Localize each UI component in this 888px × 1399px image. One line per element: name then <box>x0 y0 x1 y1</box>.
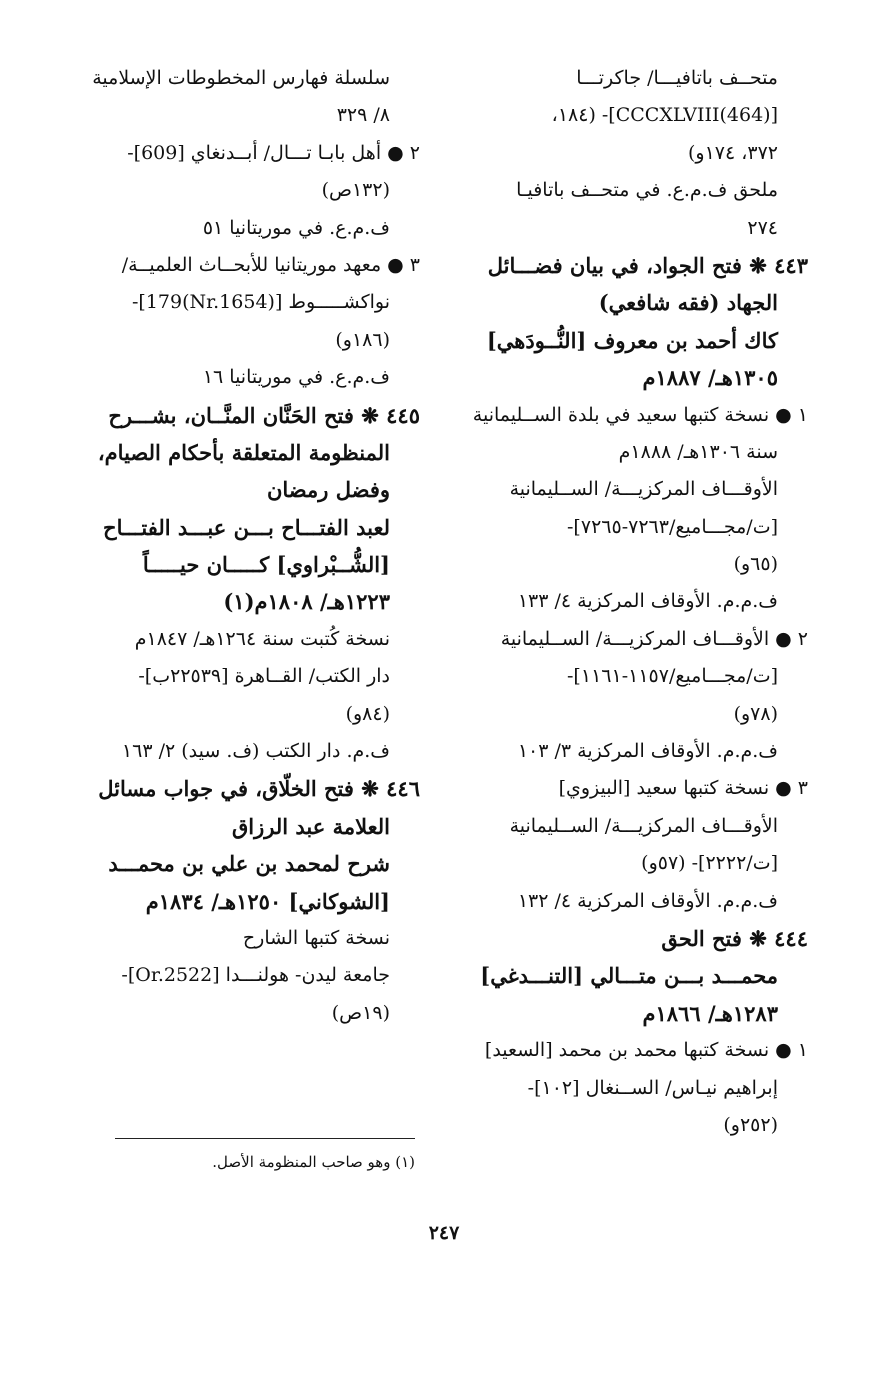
catalog-line: ٣ ● نسخة كتبها سعيد [البيزوي] <box>558 777 808 800</box>
catalog-line: ١٣٠٥هـ/ ١٨٨٧م <box>642 365 778 391</box>
catalog-line: (٧٨و) <box>733 702 778 725</box>
catalog-line: ف.م.م. الأوقاف المركزية ٤/ ١٣٣ <box>517 590 778 613</box>
catalog-line: ف.م.م. الأوقاف المركزية ٤/ ١٣٢ <box>517 889 778 912</box>
catalog-line: ١٢٢٣هـ/ ١٨٠٨م(١) <box>223 589 390 615</box>
catalog-line: لعبد الفتـــاح بـــن عبـــد الفتـــاح <box>103 514 390 540</box>
catalog-line: العلامة عبد الرزاق <box>231 813 390 839</box>
catalog-line: (١٩ص) <box>331 1001 390 1024</box>
catalog-line: [ت/مجـــاميع/١١٥٧-١١٦١]- <box>567 665 778 688</box>
catalog-line: (٨٤و) <box>345 702 390 725</box>
catalog-line: نواكشـــــوط [(Nr.1654)179]- <box>131 291 390 314</box>
catalog-line: (١٨٦و) <box>335 328 390 351</box>
catalog-line: (٦٥و) <box>733 553 778 576</box>
catalog-line: ٢٧٤ <box>747 216 778 239</box>
entry-heading: ٤٤٣ ❋ فتح الجواد، في بيان فضـــائل <box>487 252 808 278</box>
right-column <box>468 60 808 1144</box>
catalog-line: ف.م.ع. في موريتانيا ٥١ <box>202 216 390 239</box>
footnote-divider <box>115 1138 415 1139</box>
catalog-line: (١٣٢ص) <box>321 179 390 202</box>
catalog-line: كاك أحمد بن معروف [النُّــودَهي] <box>486 327 778 353</box>
catalog-line: المنظومة المتعلقة بأحكام الصيام، <box>97 439 390 465</box>
catalog-line: دار الكتب/ القــاهرة [٢٢٥٣٩ب]- <box>138 665 390 688</box>
catalog-line: شرح لمحمد بن علي بن محمـــد <box>108 851 390 877</box>
catalog-line: [الشوكاني] ١٢٥٠هـ/ ١٨٣٤م <box>145 888 390 914</box>
catalog-line: إبراهيم نيـاس/ الســنغال [١٠٢]- <box>527 1076 778 1099</box>
catalog-line: ف.م. دار الكتب (ف. سيد) ٢/ ١٦٣ <box>121 740 390 763</box>
entry-heading: ٤٤٦ ❋ فتح الخلّاق، في جواب مسائل <box>98 776 420 802</box>
catalog-line: ٣ ● معهد موريتانيا للأبحــاث العلميــة/ <box>121 253 420 276</box>
catalog-line: سلسلة فهارس المخطوطات الإسلامية <box>92 67 390 89</box>
catalog-line: ٢ ● أهل بابـا تـــال/ أبــدنغاي [609]- <box>127 141 420 164</box>
catalog-line: [الشُّــبْراوي] كـــــان حيـــــاً <box>142 552 390 578</box>
entry-heading: ٤٤٥ ❋ فتح الحَنَّان المنَّــان، بشـــرح <box>108 402 420 428</box>
catalog-line: [ت/مجـــاميع/٧٢٦٣-٧٢٦٥]- <box>567 515 778 538</box>
catalog-line: الأوقـــاف المركزيـــة/ الســليمانية <box>509 814 778 837</box>
catalog-line: ٨/ ٣٢٩ <box>336 104 390 127</box>
catalog-line: ٢ ● الأوقـــاف المركزيـــة/ الســليمانية <box>500 627 808 650</box>
catalog-line: ملحق ف.م.ع. في متحــف باتافيـا <box>516 179 778 202</box>
entry-heading: ٤٤٤ ❋ فتح الحق <box>661 925 808 951</box>
catalog-line: نسخة كتبها الشارح <box>242 926 390 949</box>
catalog-line: متحــف باتافيـــا/ جاكرتـــا <box>576 67 778 89</box>
catalog-line: نسخة كُتبت سنة ١٢٦٤هـ/ ١٨٤٧م <box>134 627 390 650</box>
catalog-line: [CCCXLVIII(464)]- (١٨٤، <box>551 104 778 127</box>
left-column <box>80 60 420 1032</box>
catalog-line: الأوقـــاف المركزيـــة/ الســليمانية <box>509 478 778 501</box>
footnote: (١) وهو صاحب المنظومة الأصل. <box>212 1153 415 1171</box>
catalog-line: جامعة ليدن- هولنـــدا [Or.2522]- <box>121 964 390 987</box>
catalog-line: الجهاد (فقه شافعي) <box>598 290 778 316</box>
catalog-line: ١٢٨٣هـ/ ١٨٦٦م <box>642 1000 778 1026</box>
catalog-line: ١ ● نسخة كتبها سعيد في بلدة الســليمانية <box>472 403 808 426</box>
catalog-line: (٢٥٢و) <box>723 1113 778 1136</box>
catalog-line: محمـــد بـــن متـــالي [التنـــدغي] <box>480 963 778 989</box>
catalog-line: سنة ١٣٠٦هـ/ ١٨٨٨م <box>618 440 778 463</box>
catalog-line: وفضل رمضان <box>266 477 390 503</box>
catalog-line: ف.م.ع. في موريتانيا ١٦ <box>202 366 390 389</box>
catalog-line: ف.م.م. الأوقاف المركزية ٣/ ١٠٣ <box>517 740 778 763</box>
catalog-line: ٣٧٢، ١٧٤و) <box>687 141 778 164</box>
catalog-line: ١ ● نسخة كتبها محمد بن محمد [السعيد] <box>484 1039 808 1062</box>
catalog-line: [ت/٢٢٢٢]- (٥٧و) <box>641 852 778 875</box>
page-number: ٢٤٧ <box>428 1222 460 1244</box>
